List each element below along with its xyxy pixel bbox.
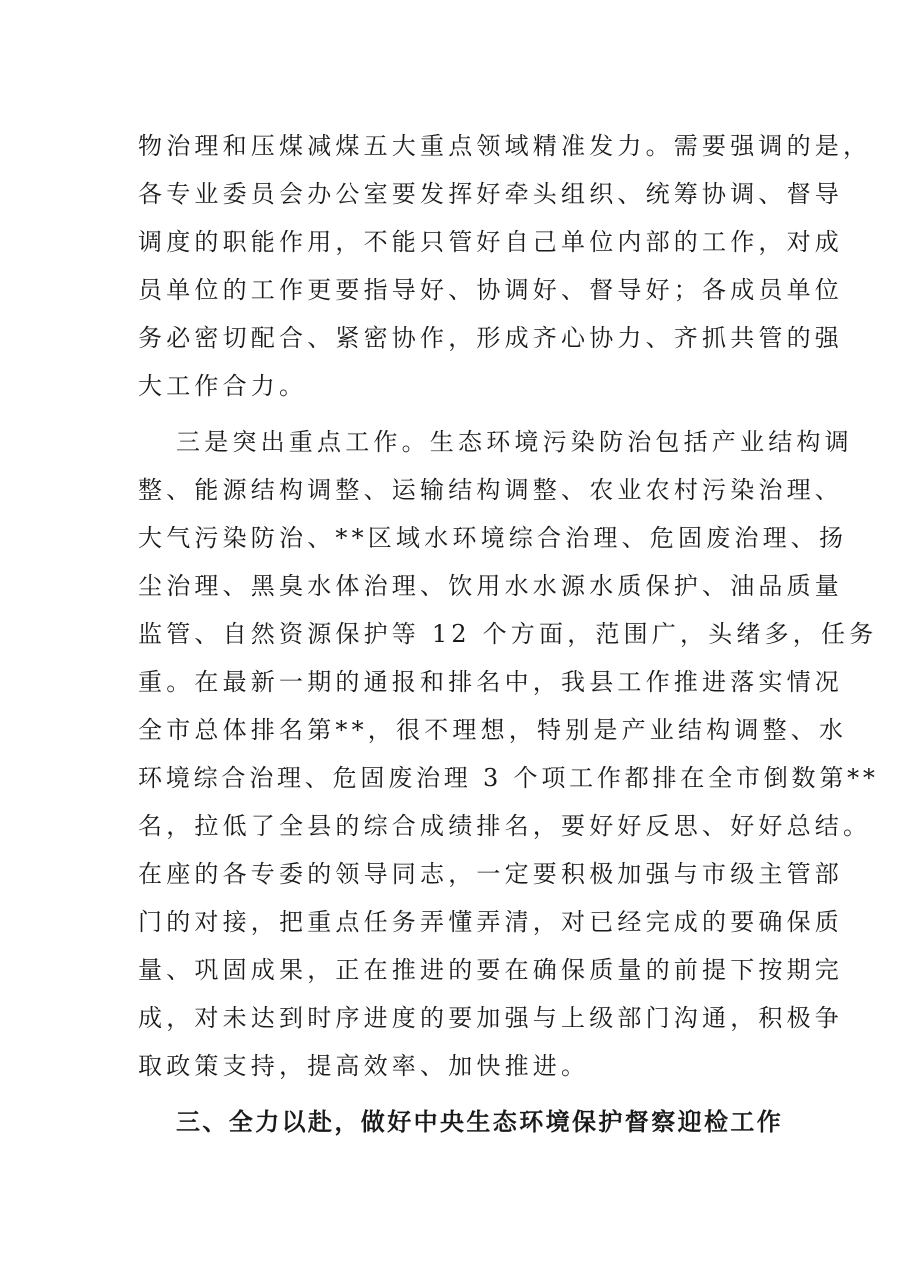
paragraph-2-line-2: 整、能源结构调整、运输结构调整、农业农村污染治理、 xyxy=(138,476,843,504)
paragraph-2-line-6: 重。在最新一期的通报和排名中，我县工作推进落实情况 xyxy=(138,668,843,696)
paragraph-2-line-12: 量、巩固成果，正在推进的要在确保质量的前提下按期完 xyxy=(138,956,843,984)
paragraph-2-line-10: 在座的各专委的领导同志，一定要积极加强与市级主管部 xyxy=(138,860,843,888)
paragraph-1-line-6: 大工作合力。 xyxy=(138,372,308,400)
paragraph-2-line-1: 三是突出重点工作。生态环境污染防治包括产业结构调 xyxy=(176,428,853,456)
paragraph-2-line-3: 大气污染防治、**区域水环境综合治理、危固废治理、扬 xyxy=(138,524,848,552)
paragraph-1-line-4: 员单位的工作更要指导好、协调好、督导好；各成员单位 xyxy=(138,276,843,304)
paragraph-2-line-14: 取政策支持，提高效率、加快推进。 xyxy=(138,1052,590,1080)
paragraph-2-line-4: 尘治理、黑臭水体治理、饮用水水源水质保护、油品质量 xyxy=(138,572,843,600)
paragraph-1-line-2: 各专业委员会办公室要发挥好牵头组织、统筹协调、督导 xyxy=(138,180,843,208)
paragraph-1-line-3: 调度的职能作用，不能只管好自己单位内部的工作，对成 xyxy=(138,228,843,256)
paragraph-2-line-13: 成，对未达到时序进度的要加强与上级部门沟通，积极争 xyxy=(138,1004,843,1032)
paragraph-1-line-5: 务必密切配合、紧密协作，形成齐心协力、齐抓共管的强 xyxy=(138,324,843,352)
paragraph-2-line-7: 全市总体排名第**，很不理想，特别是产业结构调整、水 xyxy=(138,716,848,744)
paragraph-1-line-1: 物治理和压煤减煤五大重点领域精准发力。需要强调的是， xyxy=(138,132,872,160)
paragraph-2-line-8: 环境综合治理、危固废治理 3 个项工作都排在全市倒数第** xyxy=(138,764,879,792)
paragraph-2-line-11: 门的对接，把重点任务弄懂弄清，对已经完成的要确保质 xyxy=(138,908,843,936)
paragraph-2-line-9: 名，拉低了全县的综合成绩排名，要好好反思、好好总结。 xyxy=(138,812,872,840)
paragraph-2-line-5: 监管、自然资源保护等 12 个方面，范围广，头绪多，任务 xyxy=(138,620,878,648)
section-heading-3: 三、全力以赴，做好中央生态环境保护督察迎检工作 xyxy=(176,1107,784,1136)
